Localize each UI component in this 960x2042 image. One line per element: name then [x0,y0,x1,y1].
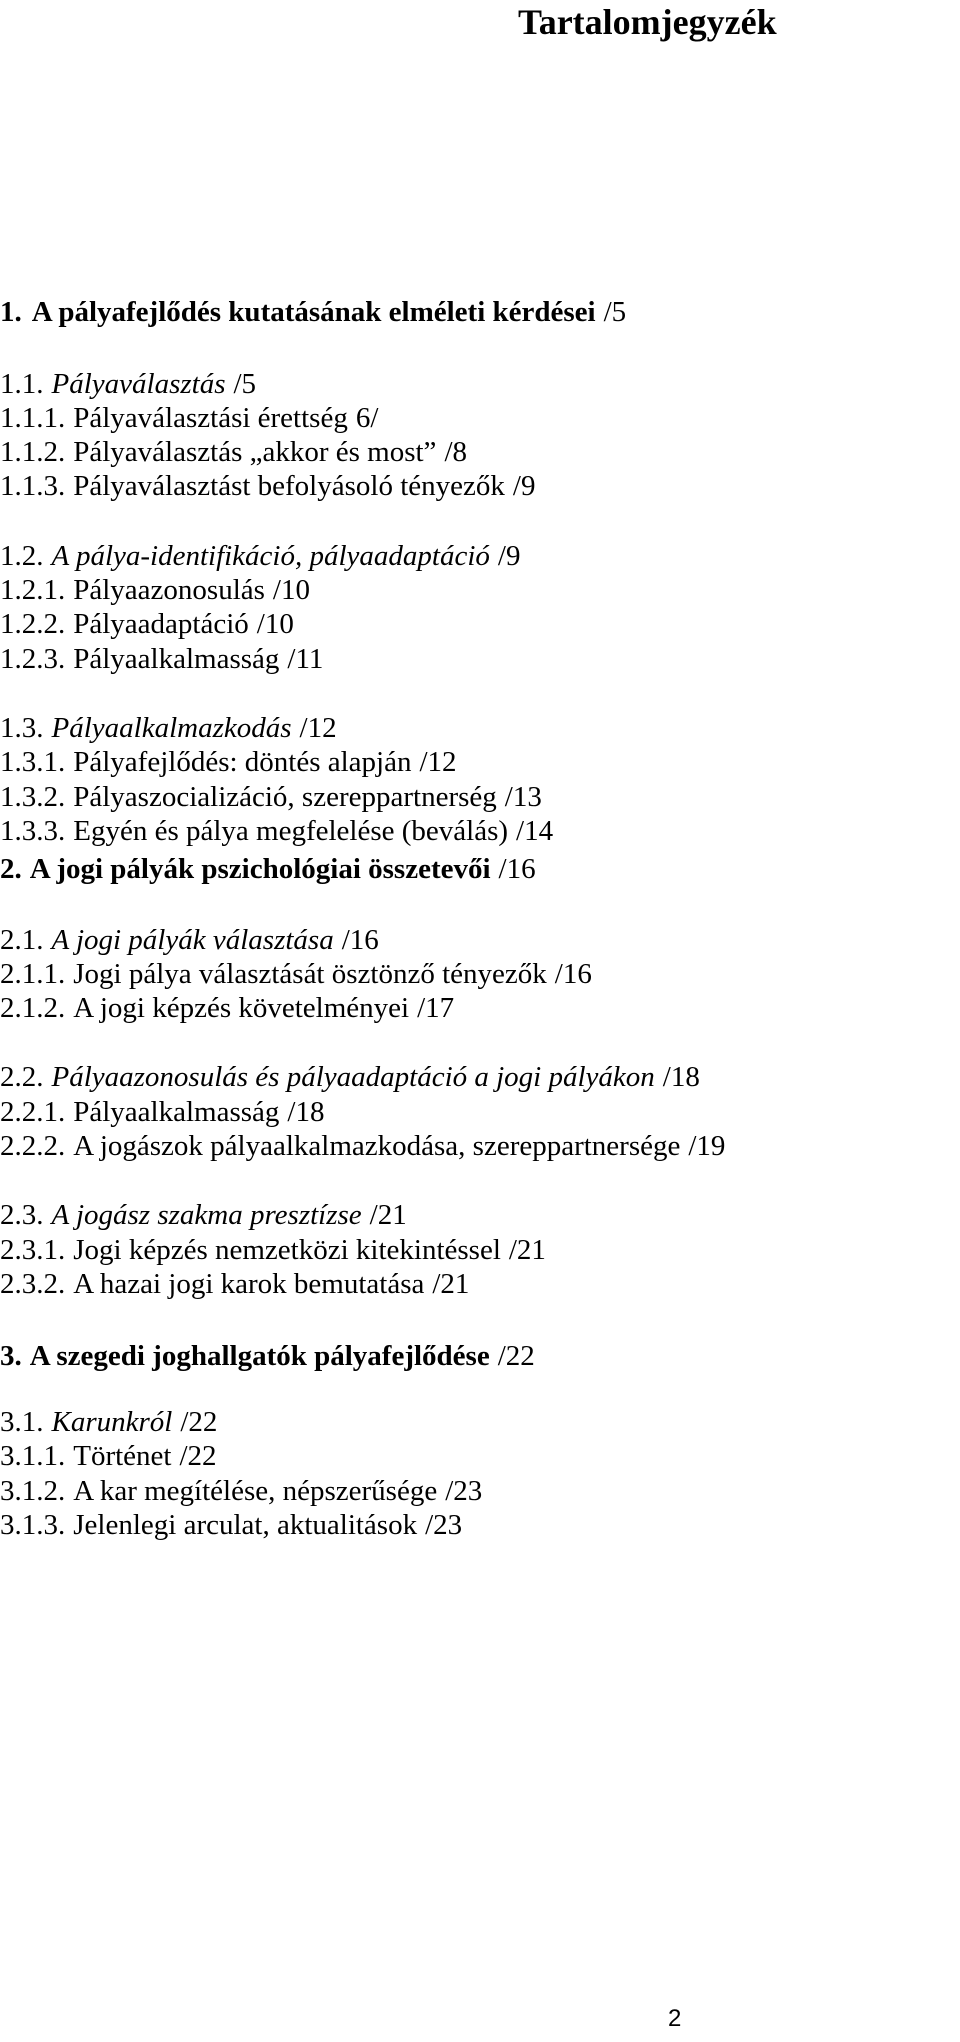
toc-entry-number: 1.3.1. [0,746,66,778]
toc-entry-number: 1.3.2. [0,781,66,813]
toc-entry-label: A jogászok pályaalkalmazkodása, szereppartnersége [73,1130,681,1162]
toc-entry-page: /22 [179,1440,217,1472]
toc-entry [0,400,378,436]
toc-entry [0,779,542,815]
toc-entry-number: 1.1.2. [0,436,66,468]
toc-entry [0,990,454,1026]
toc-entry-label: A pálya-identifikáció, pályaadaptáció [51,540,490,572]
toc-entry-page: /16 [341,924,379,956]
toc-entry-page: 6/ [355,402,379,434]
toc-entry [0,1059,700,1095]
toc-entry-number: 1.2.3. [0,643,66,675]
toc-entry [0,922,379,958]
toc-entry [0,710,337,746]
toc-entry-label: Pályaválasztás [51,368,226,400]
toc-entry-page: /11 [287,643,324,675]
toc-entry-number: 1.2. [0,540,44,572]
toc-entry-page: /21 [508,1234,546,1266]
toc-entry-number: 2.3.1. [0,1234,66,1266]
toc-entry-label: Pályaadaptáció [73,608,249,640]
toc-entry [0,538,520,574]
toc-entry-page: /12 [299,712,337,744]
toc-entry-number: 1. [0,296,22,328]
toc-entry [0,1473,482,1509]
toc-entry-label: Jogi képzés nemzetközi kitekintéssel [73,1234,501,1266]
toc-entry-label: Egyén és pálya megfelelése (beválás) [73,815,509,847]
toc-entry-number: 1.2.1. [0,574,66,606]
toc-entry-label: A jogász szakma presztízse [51,1199,362,1231]
toc-entry-label: Pályaalkalmazkodás [51,712,292,744]
toc-entry-page: /21 [432,1268,470,1300]
toc-entry-label: Jelenlegi arculat, aktualitások [73,1509,418,1541]
toc-entry-label: A hazai jogi karok bemutatása [73,1268,425,1300]
toc-entry-number: 1.1. [0,368,44,400]
toc-entry-page: /10 [256,608,294,640]
toc-entry [0,1094,324,1130]
toc-entry [0,572,310,608]
toc-entry [0,1232,546,1268]
toc-entry-page: /23 [445,1475,483,1507]
toc-entry-label: A jogi pályák pszichológiai összetevői [29,853,491,885]
toc-entry-number: 2.3.2. [0,1268,66,1300]
toc-entry-number: 3.1.1. [0,1440,66,1472]
toc-entry-page: /13 [504,781,542,813]
toc-entry-number: 1.1.3. [0,470,66,502]
toc-entry-label: Pályaazonosulás és pályaadaptáció a jogi pályákon [51,1061,655,1093]
toc-entry-page: /12 [419,746,457,778]
toc-entry-number: 3. [0,1340,22,1372]
toc-entry [0,744,457,780]
toc-entry-page: /17 [417,992,455,1024]
toc-entry-label: A jogi képzés követelményei [73,992,410,1024]
toc-entry-number: 2.2.1. [0,1096,66,1128]
toc-entry-number: 2.1.2. [0,992,66,1024]
toc-entry-label: Pályaalkalmasság [73,1096,280,1128]
toc-entry-label: Pályaazonosulás [73,574,265,606]
toc-entry-label: A szegedi joghallgatók pályafejlődése [29,1340,490,1372]
toc-entry-label: Pályaalkalmasság [73,643,280,675]
toc-entry-label: Pályaválasztás „akkor és most” [73,436,437,468]
toc-entry [0,851,536,887]
toc-entry [0,1404,217,1440]
toc-entry-page: /16 [498,853,536,885]
toc-entry-page: /8 [444,436,467,468]
toc-entry-number: 3.1.3. [0,1509,66,1541]
toc-entry-number: 3.1. [0,1406,44,1438]
toc-entry-label: Pályaválasztási érettség [73,402,348,434]
toc-entry [0,813,553,849]
toc-entry-label: Pályaválasztást befolyásoló tényezők [73,470,505,502]
toc-entry-page: /21 [369,1199,407,1231]
toc-entry [0,468,535,504]
toc-entry [0,1507,462,1543]
toc-entry-page: /18 [287,1096,325,1128]
toc-entry-number: 2. [0,853,22,885]
toc-entry-number: 2.3. [0,1199,44,1231]
toc-entry-number: 2.1.1. [0,958,66,990]
toc-entry [0,1128,725,1164]
toc-entry-label: A kar megítélése, népszerűsége [73,1475,438,1507]
toc-entry [0,1438,217,1474]
toc-entry-page: /16 [554,958,592,990]
toc-entry-page: /22 [497,1340,535,1372]
toc-entry-page: /9 [497,540,521,572]
page-number: 2 [668,2005,682,2032]
toc-entry-label: Pályafejlődés: döntés alapján [73,746,412,778]
toc-entry [0,956,592,992]
toc-entry-number: 1.3. [0,712,44,744]
page-title: Tartalomjegyzék [518,2,777,42]
toc-entry-number: 3.1.2. [0,1475,66,1507]
toc-entry-number: 1.2.2. [0,608,66,640]
toc-entry [0,1266,469,1302]
toc-entry-page: /18 [662,1061,700,1093]
toc-entry [0,434,467,470]
toc-entry-page: /22 [180,1406,218,1438]
toc-entry-label: Jogi pálya választását ösztönző tényezők [73,958,547,990]
toc-entry-page: /19 [688,1130,726,1162]
toc-entry [0,606,294,642]
toc-entry-label: A pályafejlődés kutatásának elméleti kérdései [31,296,596,328]
toc-entry-number: 1.1.1. [0,402,66,434]
toc-entry-label: Történet [73,1440,172,1472]
toc-entry-number: 2.1. [0,924,44,956]
toc-entry [0,294,626,330]
toc-entry-page: /14 [516,815,554,847]
toc-entry [0,641,323,677]
toc-entry-number: 2.2. [0,1061,44,1093]
toc-entry-label: Pályaszocializáció, szereppartnerség [73,781,497,813]
toc-entry-page: /23 [425,1509,463,1541]
toc-entry-label: A jogi pályák választása [51,924,334,956]
toc-entry [0,1338,535,1374]
toc-entry-page: /9 [512,470,536,502]
toc-entry [0,1197,407,1233]
toc-entry-page: /10 [272,574,310,606]
toc-entry-label: Karunkról [51,1406,173,1438]
toc-entry-page: /5 [603,296,627,328]
toc-entry-number: 2.2.2. [0,1130,66,1162]
toc-entry [0,366,256,402]
toc-entry-page: /5 [233,368,257,400]
toc-entry-number: 1.3.3. [0,815,66,847]
